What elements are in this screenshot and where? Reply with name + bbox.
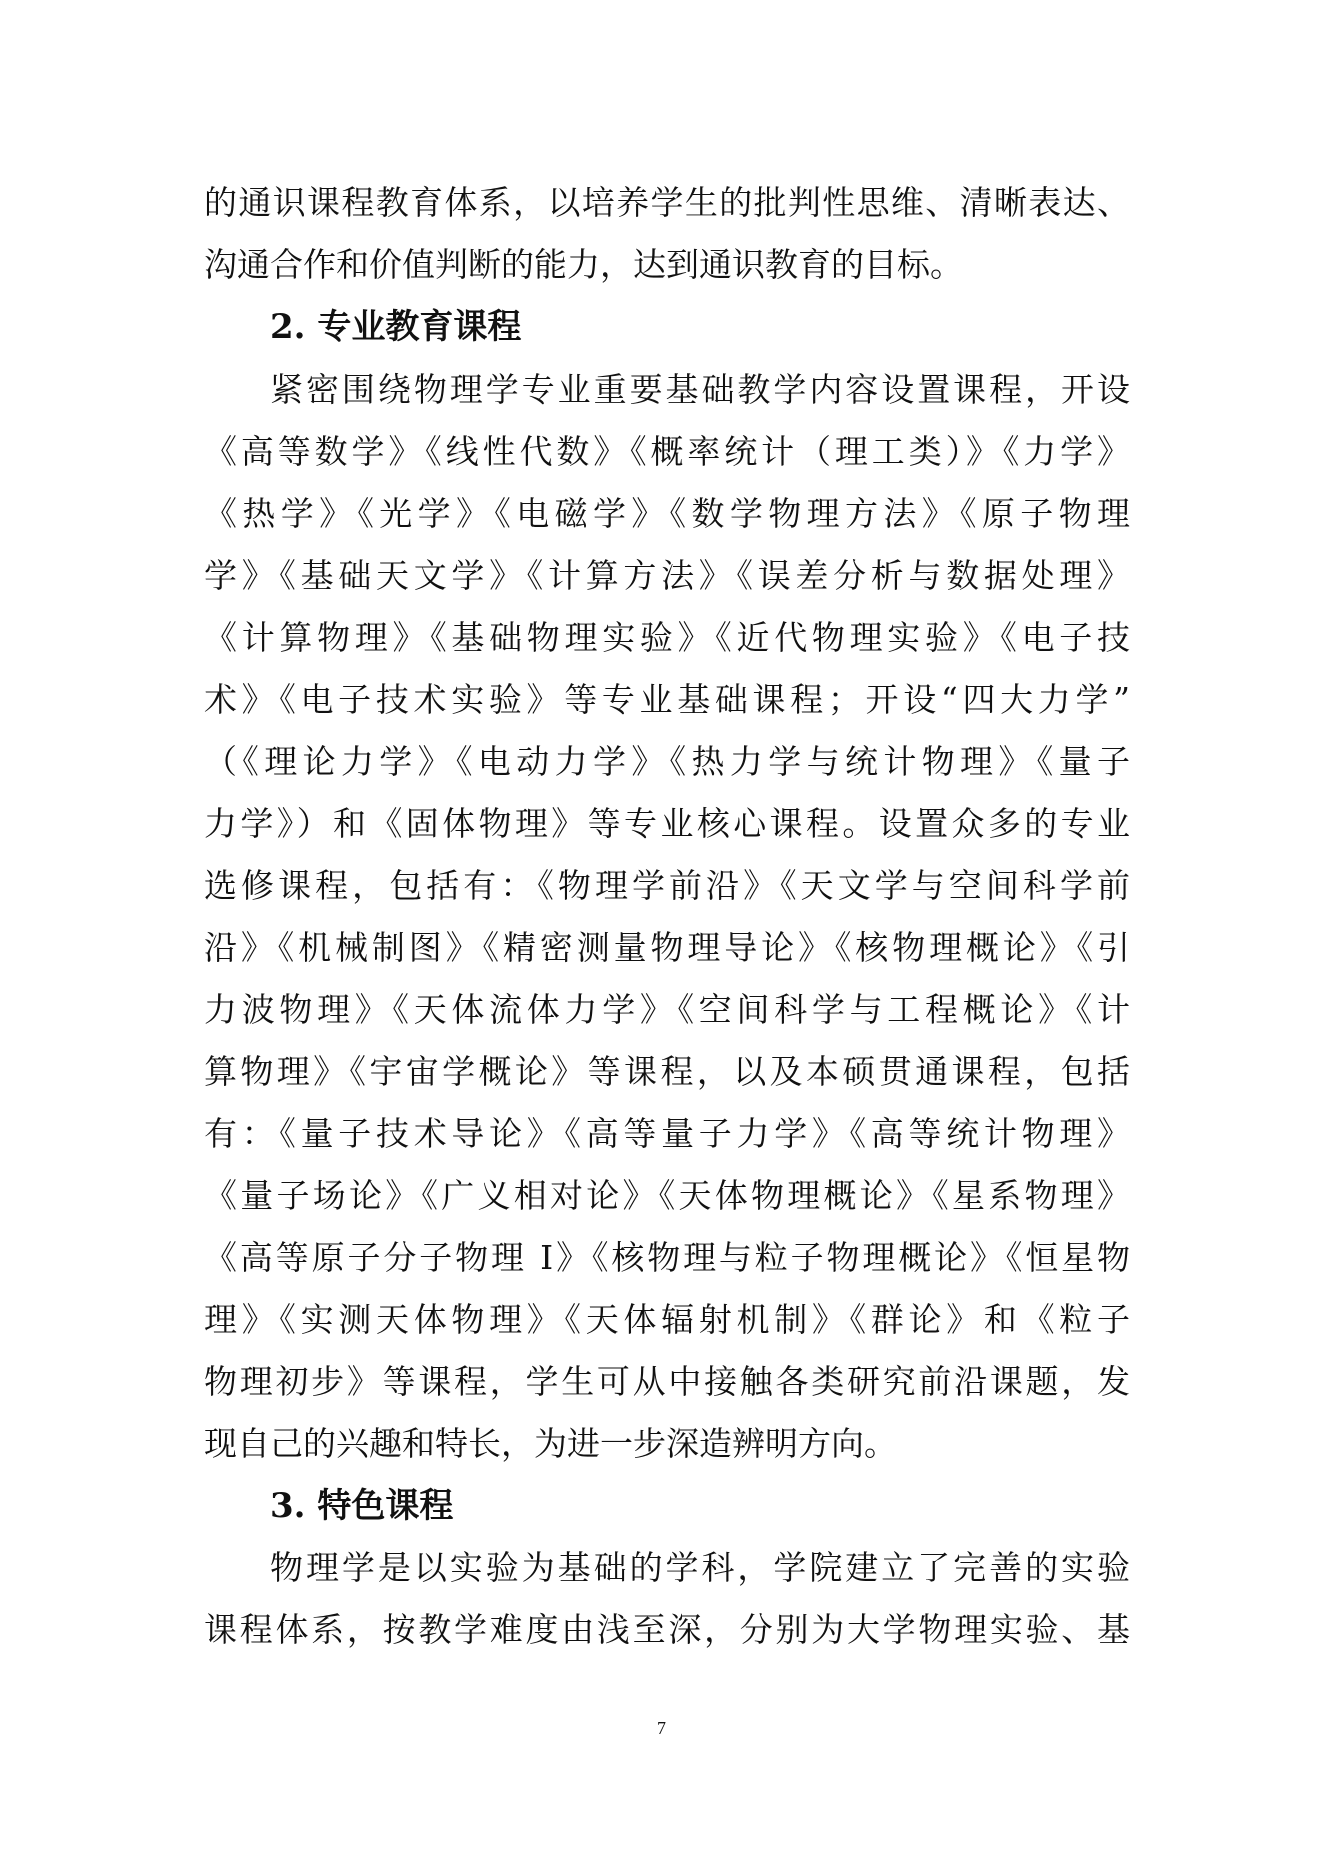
paragraph-2-line-5: 《计算物理》《基础物理实验》《近代物理实验》《电子技 [204,618,1130,657]
paragraph-2-line-6: 术》《电子技术实验》等专业基础课程；开设“四大力学” [204,680,1130,719]
paragraph-2-line-13: 有：《量子技术导论》《高等量子力学》《高等统计物理》 [204,1114,1130,1153]
paragraph-2-line-12: 算物理》《宇宙学概论》等课程，以及本硕贯通课程，包括 [204,1052,1130,1091]
paragraph-1-line-1: 的通识课程教育体系，以培养学生的批判性思维、清晰表达、 [204,183,1130,222]
paragraph-2-line-15: 《高等原子分子物理 I》《核物理与粒子物理概论》《恒星物 [204,1238,1130,1277]
paragraph-2-line-18: 现自己的兴趣和特长，为进一步深造辨明方向。 [204,1424,897,1463]
paragraph-2-line-16: 理》《实测天体物理》《天体辐射机制》《群论》和《粒子 [204,1300,1130,1339]
paragraph-3-line-1: 物理学是以实验为基础的学科，学院建立了完善的实验 [270,1548,1130,1587]
paragraph-2-line-4: 学》《基础天文学》《计算方法》《误差分析与数据处理》 [204,556,1130,595]
paragraph-2-line-7: （《理论力学》《电动力学》《热力学与统计物理》《量子 [204,742,1130,781]
section-heading-2: 2. 专业教育课程 [270,307,522,347]
paragraph-2-line-8: 力学》）和《固体物理》等专业核心课程。设置众多的专业 [204,804,1130,843]
paragraph-2-line-3: 《热学》《光学》《电磁学》《数学物理方法》《原子物理 [204,494,1130,533]
paragraph-2-line-10: 沿》《机械制图》《精密测量物理导论》《核物理概论》《引 [204,928,1130,967]
paragraph-2-line-14: 《量子场论》《广义相对论》《天体物理概论》《星系物理》 [204,1176,1130,1215]
paragraph-2-line-2: 《高等数学》《线性代数》《概率统计（理工类）》《力学》 [204,432,1130,471]
paragraph-2-line-9: 选修课程，包括有：《物理学前沿》《天文学与空间科学前 [204,866,1130,905]
page-number: 7 [657,1718,666,1738]
paragraph-2-line-17: 物理初步》等课程，学生可从中接触各类研究前沿课题，发 [204,1362,1130,1401]
paragraph-2-line-11: 力波物理》《天体流体力学》《空间科学与工程概论》《计 [204,990,1130,1029]
section-heading-3: 3. 特色课程 [270,1486,454,1526]
paragraph-3-line-2: 课程体系，按教学难度由浅至深，分别为大学物理实验、基 [204,1610,1130,1649]
paragraph-1-line-2: 沟通合作和价值判断的能力，达到通识教育的目标。 [204,245,963,284]
paragraph-2-line-1: 紧密围绕物理学专业重要基础教学内容设置课程，开设 [270,370,1130,409]
